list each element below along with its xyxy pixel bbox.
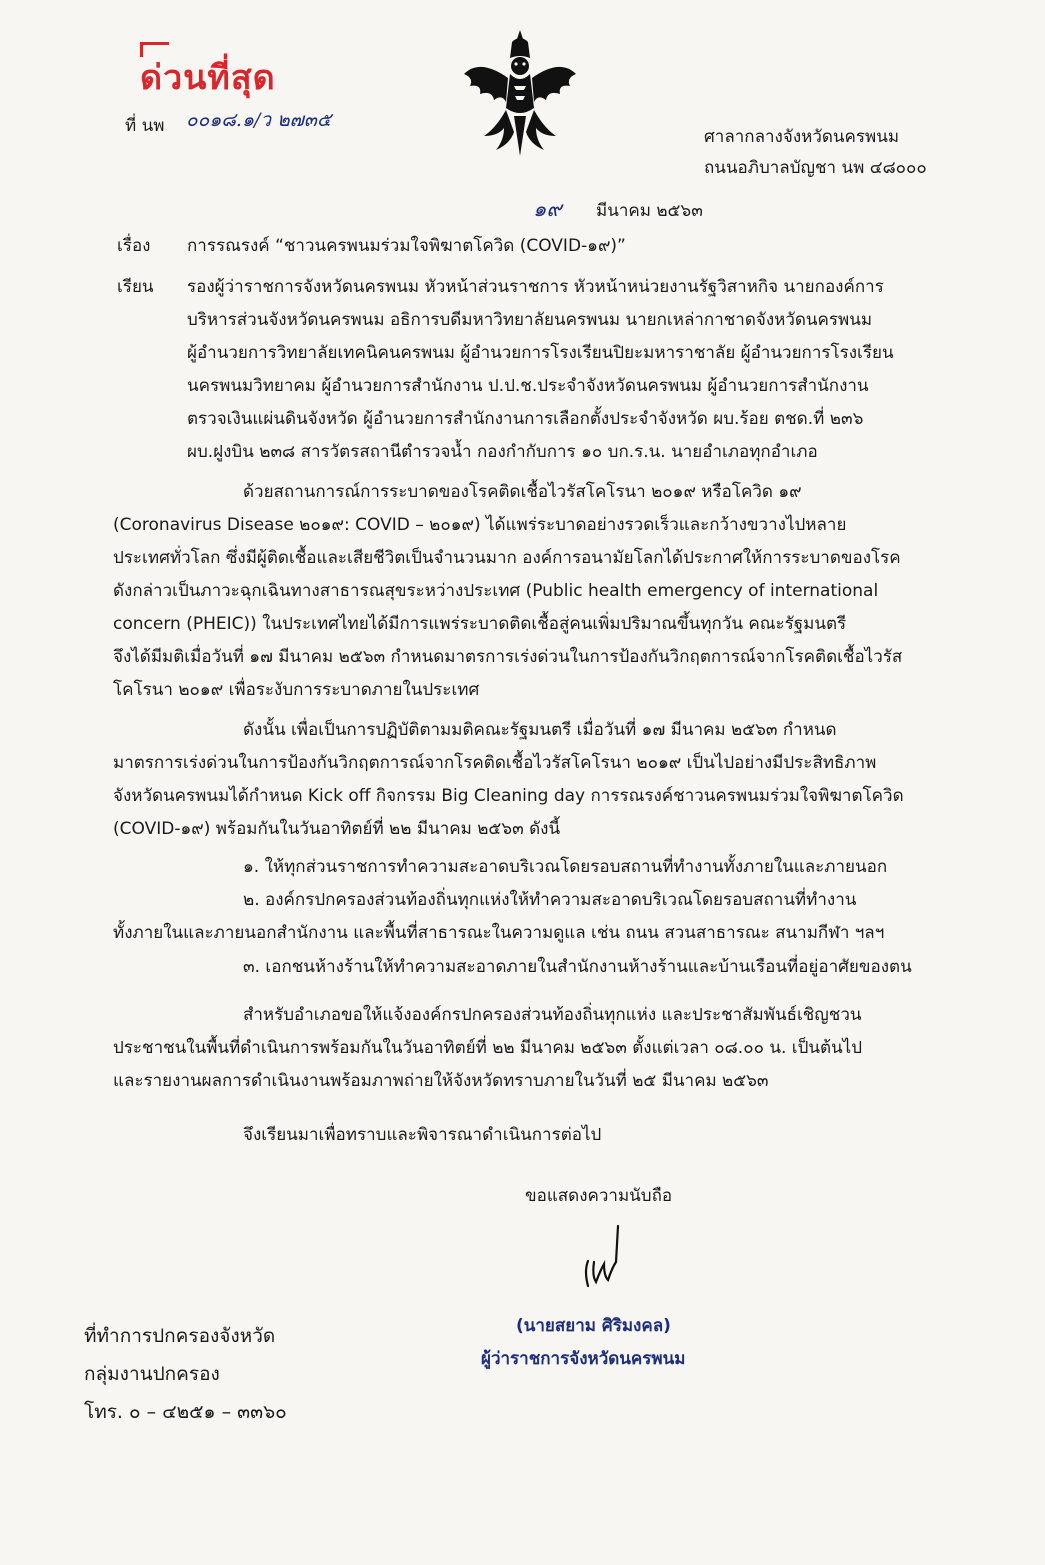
subject-text: การรณรงค์ “ชาวนครพนมร่วมใจพิฆาตโควิด (COVID-๑๙)” <box>187 236 626 256</box>
para1-line: (Coronavirus Disease ๒๐๑๙: COVID – ๒๐๑๙) ได้แพร่ระบาดอย่างรวดเร็วและกว้างขวางไปหลาย <box>113 515 847 535</box>
ref-label: ที่ นพ <box>125 116 165 136</box>
para3-line: ประชาชนในพื้นที่ดำเนินการพร้อมกันในวันอาทิตย์ที่ ๒๒ มีนาคม ๒๕๖๓ ตั้งแต่เวลา ๐๘.๐๐ น. เป็นต้นไป <box>113 1038 863 1058</box>
list-item: ๓. เอกชนห้างร้านให้ทำความสะอาดภายในสำนักงานห้างร้านและบ้านเรือนที่อยู่อาศัยของตน <box>243 957 912 977</box>
para2-line: จังหวัดนครพนมได้กำหนด Kick off กิจกรรม Big Cleaning day การรณรงค์ชาวนครพนมร่วมใจพิฆาตโควิด <box>113 786 904 806</box>
to-line: ผบ.ฝูงบิน ๒๓๘ สารวัตรสถานีตำรวจน้ำ กองกำกับการ ๑๐ บก.ร.น. นายอำเภอทุกอำเภอ <box>187 442 818 462</box>
para1-line: โคโรนา ๒๐๑๙ เพื่อระงับการระบาดภายในประเทศ <box>113 680 480 700</box>
to-line: นครพนมวิทยาคม ผู้อำนวยการสำนักงาน ป.ป.ช.ประจำจังหวัดนครพนม ผู้อำนวยการสำนักงาน <box>187 376 869 396</box>
para1-line: ประเทศทั่วโลก ซึ่งมีผู้ติดเชื้อและเสียชีวิตเป็นจำนวนมาก องค์การอนามัยโลกได้ประกาศให้การระบาดของโรค <box>113 548 901 568</box>
footer-line: ที่ทำการปกครองจังหวัด <box>84 1325 276 1347</box>
date-month-year: มีนาคม ๒๕๖๓ <box>596 201 703 221</box>
signer-name: (นายสยาม ศิริมงคล) <box>516 1316 671 1336</box>
para1-line: concern (PHEIC)) ในประเทศไทยได้มีการแพร่ระบาดติดเชื้อสู่คนเพิ่มปริมาณขึ้นทุกวัน คณะรัฐมนตรี <box>113 614 847 634</box>
regards: ขอแสดงความนับถือ <box>525 1186 673 1206</box>
to-label: เรียน <box>117 277 154 297</box>
ref-number: ๐๐๑๘.๑/ว ๒๗๓๕ <box>186 109 332 131</box>
para2-line: ดังนั้น เพื่อเป็นการปฏิบัติตามมติคณะรัฐมนตรี เมื่อวันที่ ๑๗ มีนาคม ๒๕๖๓ กำหนด <box>243 720 837 740</box>
signature-icon <box>570 1216 650 1296</box>
stamp-corner <box>140 42 169 57</box>
date-day: ๑๙ <box>533 197 562 221</box>
to-line: บริหารส่วนจังหวัดนครพนม อธิการบดีมหาวิทยาลัยนครพนม นายกเหล่ากาชาดจังหวัดนครพนม <box>187 310 873 330</box>
signer-title: ผู้ว่าราชการจังหวัดนครพนม <box>481 1349 686 1369</box>
para1-line: ดังกล่าวเป็นภาวะฉุกเฉินทางสาธารณสุขระหว่างประเทศ (Public health emergency of international <box>113 581 879 601</box>
closing-line: จึงเรียนมาเพื่อทราบและพิจารณาดำเนินการต่อไป <box>243 1125 602 1145</box>
para1-line: ด้วยสถานการณ์การระบาดของโรคติดเชื้อไวรัสโคโรนา ๒๐๑๙ หรือโควิด ๑๙ <box>243 482 802 502</box>
para1-line: จึงได้มีมติเมื่อวันที่ ๑๗ มีนาคม ๒๕๖๓ กำหนดมาตรการเร่งด่วนในการป้องกันวิกฤตการณ์จากโรคติดเชื้อไวรัส <box>113 647 903 667</box>
office-address-line1: ศาลากลางจังหวัดนครพนม <box>704 127 900 147</box>
footer-line: กลุ่มงานปกครอง <box>84 1363 220 1385</box>
to-line: ผู้อำนวยการวิทยาลัยเทคนิคนครพนม ผู้อำนวยการโรงเรียนปิยะมหาราชาลัย ผู้อำนวยการโรงเรียน <box>187 343 894 363</box>
footer-line: โทร. ๐ – ๔๒๕๑ – ๓๓๖๐ <box>84 1401 287 1423</box>
para2-line: (COVID-๑๙) พร้อมกันในวันอาทิตย์ที่ ๒๒ มีนาคม ๒๕๖๓ ดังนี้ <box>113 819 561 839</box>
urgent-stamp: ด่วนที่สุด <box>140 58 276 98</box>
office-address-line2: ถนนอภิบาลบัญชา นพ ๔๘๐๐๐ <box>704 158 927 178</box>
to-line: รองผู้ว่าราชการจังหวัดนครพนม หัวหน้าส่วนราชการ หัวหน้าหน่วยงานรัฐวิสาหกิจ นายกองค์การ <box>187 277 884 297</box>
subject-label: เรื่อง <box>117 236 151 256</box>
garuda-emblem-icon <box>460 28 580 158</box>
para3-line: และรายงานผลการดำเนินงานพร้อมภาพถ่ายให้จังหวัดทราบภายในวันที่ ๒๕ มีนาคม ๒๕๖๓ <box>113 1071 769 1091</box>
to-line: ตรวจเงินแผ่นดินจังหวัด ผู้อำนวยการสำนักงานการเลือกตั้งประจำจังหวัด ผบ.ร้อย ตชด.ที่ ๒๓๖ <box>187 409 864 429</box>
para2-line: มาตรการเร่งด่วนในการป้องกันวิกฤตการณ์จากโรคติดเชื้อไวรัสโคโรนา ๒๐๑๙ เป็นไปอย่างมีประสิทธิภาพ <box>113 753 877 773</box>
para3-line: สำหรับอำเภอขอให้แจ้งองค์กรปกครองส่วนท้องถิ่นทุกแห่ง และประชาสัมพันธ์เชิญชวน <box>243 1005 862 1025</box>
list-item-continued: ทั้งภายในและภายนอกสำนักงาน และพื้นที่สาธารณะในความดูแล เช่น ถนน สวนสาธารณะ สนามกีฬา ฯลฯ <box>113 923 885 943</box>
list-item: ๑. ให้ทุกส่วนราชการทำความสะอาดบริเวณโดยรอบสถานที่ทำงานทั้งภายในและภายนอก <box>243 857 888 877</box>
list-item: ๒. องค์กรปกครองส่วนท้องถิ่นทุกแห่งให้ทำความสะอาดบริเวณโดยรอบสถานที่ทำงาน <box>243 890 857 910</box>
